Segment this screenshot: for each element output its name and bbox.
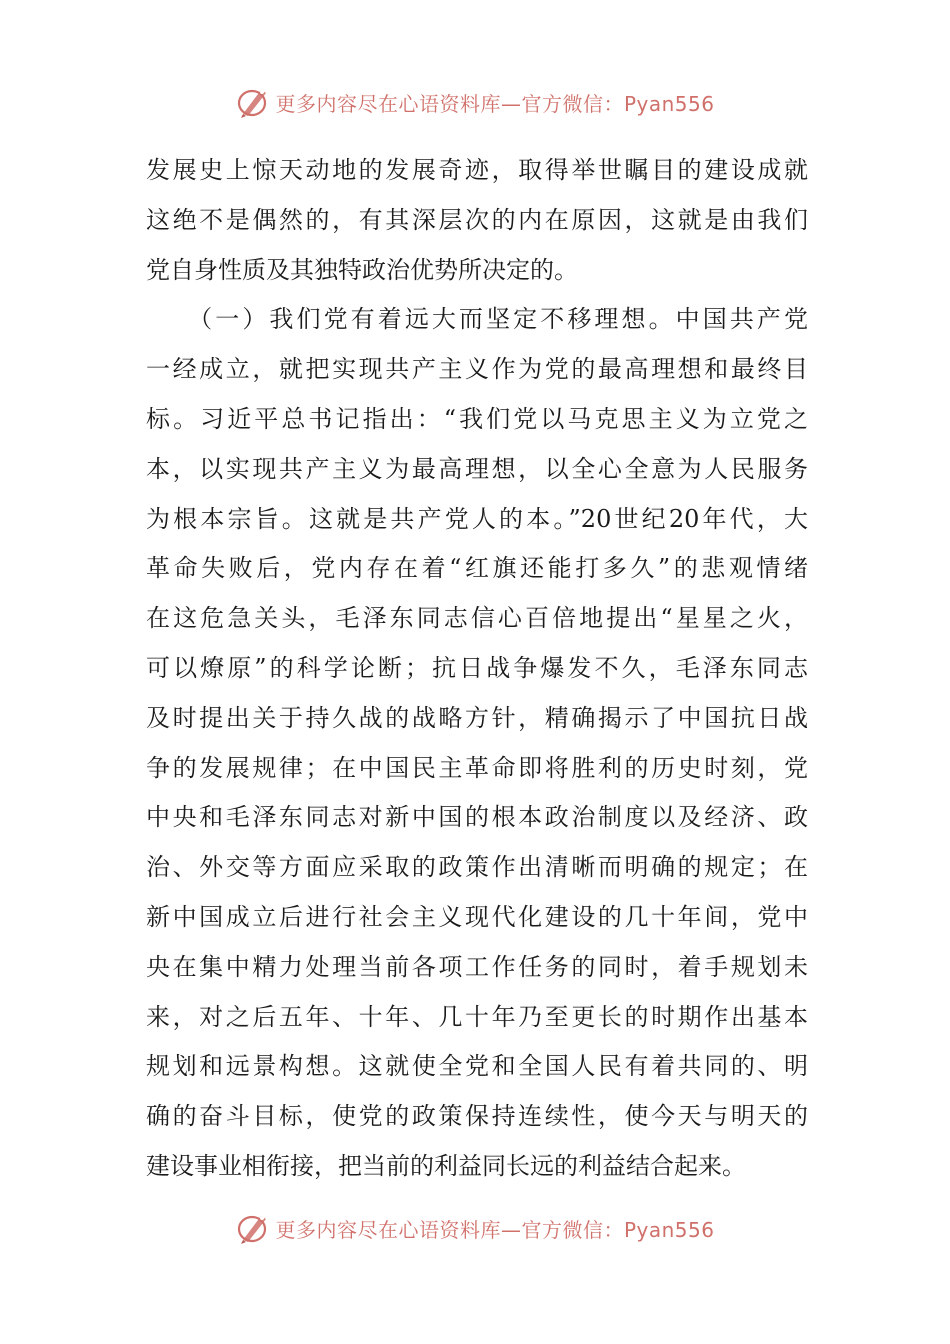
- text-line: 建设事业相衔接，把当前的利益同长远的利益结合起来。: [146, 1151, 746, 1180]
- text-line: （一）我们党有着远大而坚定不移理想。中国共产党: [146, 305, 808, 334]
- text-line: 中央和毛泽东同志对新中国的根本政治制度以及经济、政: [146, 803, 808, 832]
- text-line: 发展史上惊天动地的发展奇迹，取得举世瞩目的建设成就: [146, 156, 808, 184]
- text-line: 确的奋斗目标，使党的政策保持连续性，使今天与明天的: [146, 1102, 808, 1131]
- text-line: 来，对之后五年、十年、几十年乃至更长的时期作出基本: [146, 1002, 808, 1031]
- header-banner: [0, 82, 950, 122]
- text-line: 治、外交等方面应采取的政策作出清晰而明确的规定；在: [146, 853, 808, 882]
- text-line: 革命失败后，党内存在着“红旗还能打多久”的悲观情绪: [146, 554, 808, 583]
- text-line: 标。习近平总书记指出：“我们党以马克思主义为立党之: [146, 404, 808, 433]
- text-line: 党自身性质及其独特政治优势所决定的。: [146, 255, 578, 284]
- text-line: 这绝不是偶然的，有其深层次的内在原因，这就是由我们: [146, 205, 808, 234]
- text-line: 央在集中精力处理当前各项工作任务的同时，着手规划未: [146, 952, 808, 981]
- text-line: 争的发展规律；在中国民主革命即将胜利的历史时刻，党: [146, 753, 808, 782]
- footer-banner-text: 更多内容尽在心语资料库—官方微信：Pyan556: [275, 1217, 715, 1242]
- text-line: 为根本宗旨。这就是共产党人的本。”20世纪20年代，大: [146, 504, 808, 533]
- text-line: 规划和远景构想。这就使全党和全国人民有着共同的、明: [146, 1052, 808, 1081]
- footer-banner: [0, 1208, 950, 1248]
- text-line: 及时提出关于持久战的战略方针，精确揭示了中国抗日战: [146, 703, 808, 732]
- header-banner-text: 更多内容尽在心语资料库—官方微信：Pyan556: [275, 91, 715, 116]
- document-body: [146, 146, 808, 1192]
- text-line: 可以燎原”的科学论断；抗日战争爆发不久，毛泽东同志: [146, 653, 808, 682]
- pen-circle-logo-icon: [235, 84, 271, 120]
- pen-circle-logo-icon: [235, 1210, 271, 1246]
- text-line: 一经成立，就把实现共产主义作为党的最高理想和最终目: [146, 355, 808, 384]
- text-line: 新中国成立后进行社会主义现代化建设的几十年间，党中: [146, 902, 808, 931]
- text-line: 在这危急关头，毛泽东同志信心百倍地提出“星星之火，: [146, 604, 808, 633]
- text-line: 本，以实现共产主义为最高理想，以全心全意为人民服务: [146, 454, 808, 483]
